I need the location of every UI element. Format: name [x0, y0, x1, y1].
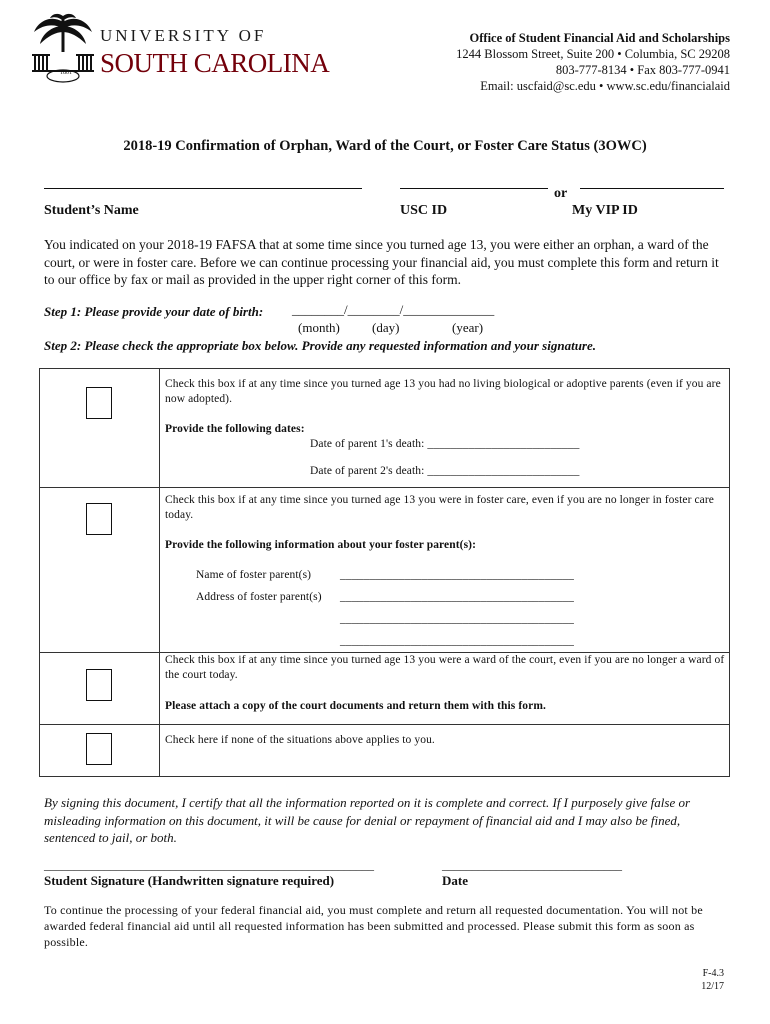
- table-row-divider: [39, 724, 730, 725]
- usc-id-field[interactable]: [400, 188, 548, 189]
- foster-parent-name-field[interactable]: ________________________________________: [340, 569, 574, 581]
- seal-year: 1801: [60, 70, 72, 76]
- ward-attach-note: Please attach a copy of the court documents and return them with this form.: [165, 700, 546, 712]
- vip-id-field[interactable]: [580, 188, 724, 189]
- table-divider: [159, 368, 160, 777]
- date-label: Date: [442, 873, 468, 888]
- parent1-death-date-field[interactable]: Date of parent 1's death: __________________________: [310, 438, 580, 450]
- orphan-option-text: Check this box if at any time since you turned age 13 you had no living biological or adoptive parents (even if you are now adopted).: [165, 378, 721, 405]
- parent2-death-date-field[interactable]: Date of parent 2's death: __________________________: [310, 465, 580, 477]
- foster-option-text: Check this box if at any time since you turned age 13 you were in foster care, even if you are no longer in foster care today.: [165, 494, 715, 521]
- foster-parent-address-field[interactable]: ________________________________________: [340, 635, 574, 647]
- date-field[interactable]: ______________________________: [442, 858, 622, 872]
- orphan-checkbox[interactable]: [86, 387, 112, 419]
- foster-parent-name-label: Name of foster parent(s): [196, 569, 312, 581]
- office-address: 1244 Blossom Street, Suite 200 • Columbia, SC 29208: [456, 47, 730, 61]
- dob-day-label: (day): [372, 320, 400, 335]
- step1-label: Step 1: Please provide your date of birth:: [44, 304, 264, 319]
- ward-of-court-checkbox[interactable]: [86, 669, 112, 701]
- office-contact-block: [456, 30, 730, 94]
- form-code: F-4.3: [702, 968, 724, 979]
- foster-parent-address-label: Address of foster parent(s): [196, 591, 322, 603]
- orphan-dates-heading: Provide the following dates:: [165, 423, 305, 435]
- ward-option-text: Check this box if at any time since you turned age 13 you were a ward of the court, even if you are no longer a ward of the court today.: [165, 654, 725, 681]
- dob-field[interactable]: ________/________/______________: [292, 302, 495, 317]
- office-email-web: Email: uscfaid@sc.edu • www.sc.edu/financialaid: [480, 79, 730, 93]
- signature-field[interactable]: _______________________________________________________: [44, 858, 374, 872]
- step2-label: Step 2: Please check the appropriate box below. Provide any requested information and your signature.: [44, 338, 597, 353]
- university-name-line1: UNIVERSITY OF: [100, 26, 267, 45]
- none-option-text: Check here if none of the situations above applies to you.: [165, 734, 435, 746]
- office-phone-fax: 803-777-8134 • Fax 803-777-0941: [555, 63, 730, 77]
- usc-id-label: USC ID: [400, 203, 448, 218]
- dob-month-label: (month): [298, 320, 340, 335]
- form-revision-date: 12/17: [701, 981, 724, 992]
- foster-parent-address-field[interactable]: ________________________________________: [340, 591, 574, 603]
- attestation-statement: By signing this document, I certify that all the information reported on it is complete and correct. If I purposely give false or misleading information on this document, it will be cause for denial or repayment of financial aid and I may also be fined, sentenced to jail, or both.: [44, 795, 691, 845]
- or-text: or: [554, 186, 568, 201]
- office-name: Office of Student Financial Aid and Scholarships: [469, 31, 730, 45]
- dob-year-label: (year): [452, 320, 484, 335]
- university-name-line2: SOUTH CAROLINA: [100, 48, 330, 78]
- footer-note: To continue the processing of your federal financial aid, you must complete and return all requested documentation. You will not be awarded federal financial aid until all requested information has been submitted and processed. Please submit this form as soon as possible.: [44, 903, 703, 949]
- foster-care-checkbox[interactable]: [86, 503, 112, 535]
- student-name-field[interactable]: [44, 188, 362, 189]
- foster-info-heading: Provide the following information about your foster parent(s):: [165, 539, 477, 551]
- student-name-label: Student’s Name: [44, 203, 139, 218]
- signature-label: Student Signature (Handwritten signature required): [44, 873, 335, 888]
- vip-id-label: My VIP ID: [572, 203, 638, 218]
- form-title: 2018-19 Confirmation of Orphan, Ward of the Court, or Foster Care Status (3OWC): [123, 138, 647, 154]
- none-apply-checkbox[interactable]: [86, 733, 112, 765]
- table-row-divider: [39, 487, 730, 488]
- foster-parent-address-field[interactable]: ________________________________________: [340, 613, 574, 625]
- palmetto-seal-icon: [30, 12, 96, 92]
- intro-paragraph: You indicated on your 2018-19 FAFSA that at some time since you turned age 13, you were either an orphan, a ward of the court, or were in foster care. Before we can continue processing your financial aid, you must complete this form and return it to our office by fax or mail as provided in the upper right corner of this form.: [44, 237, 719, 287]
